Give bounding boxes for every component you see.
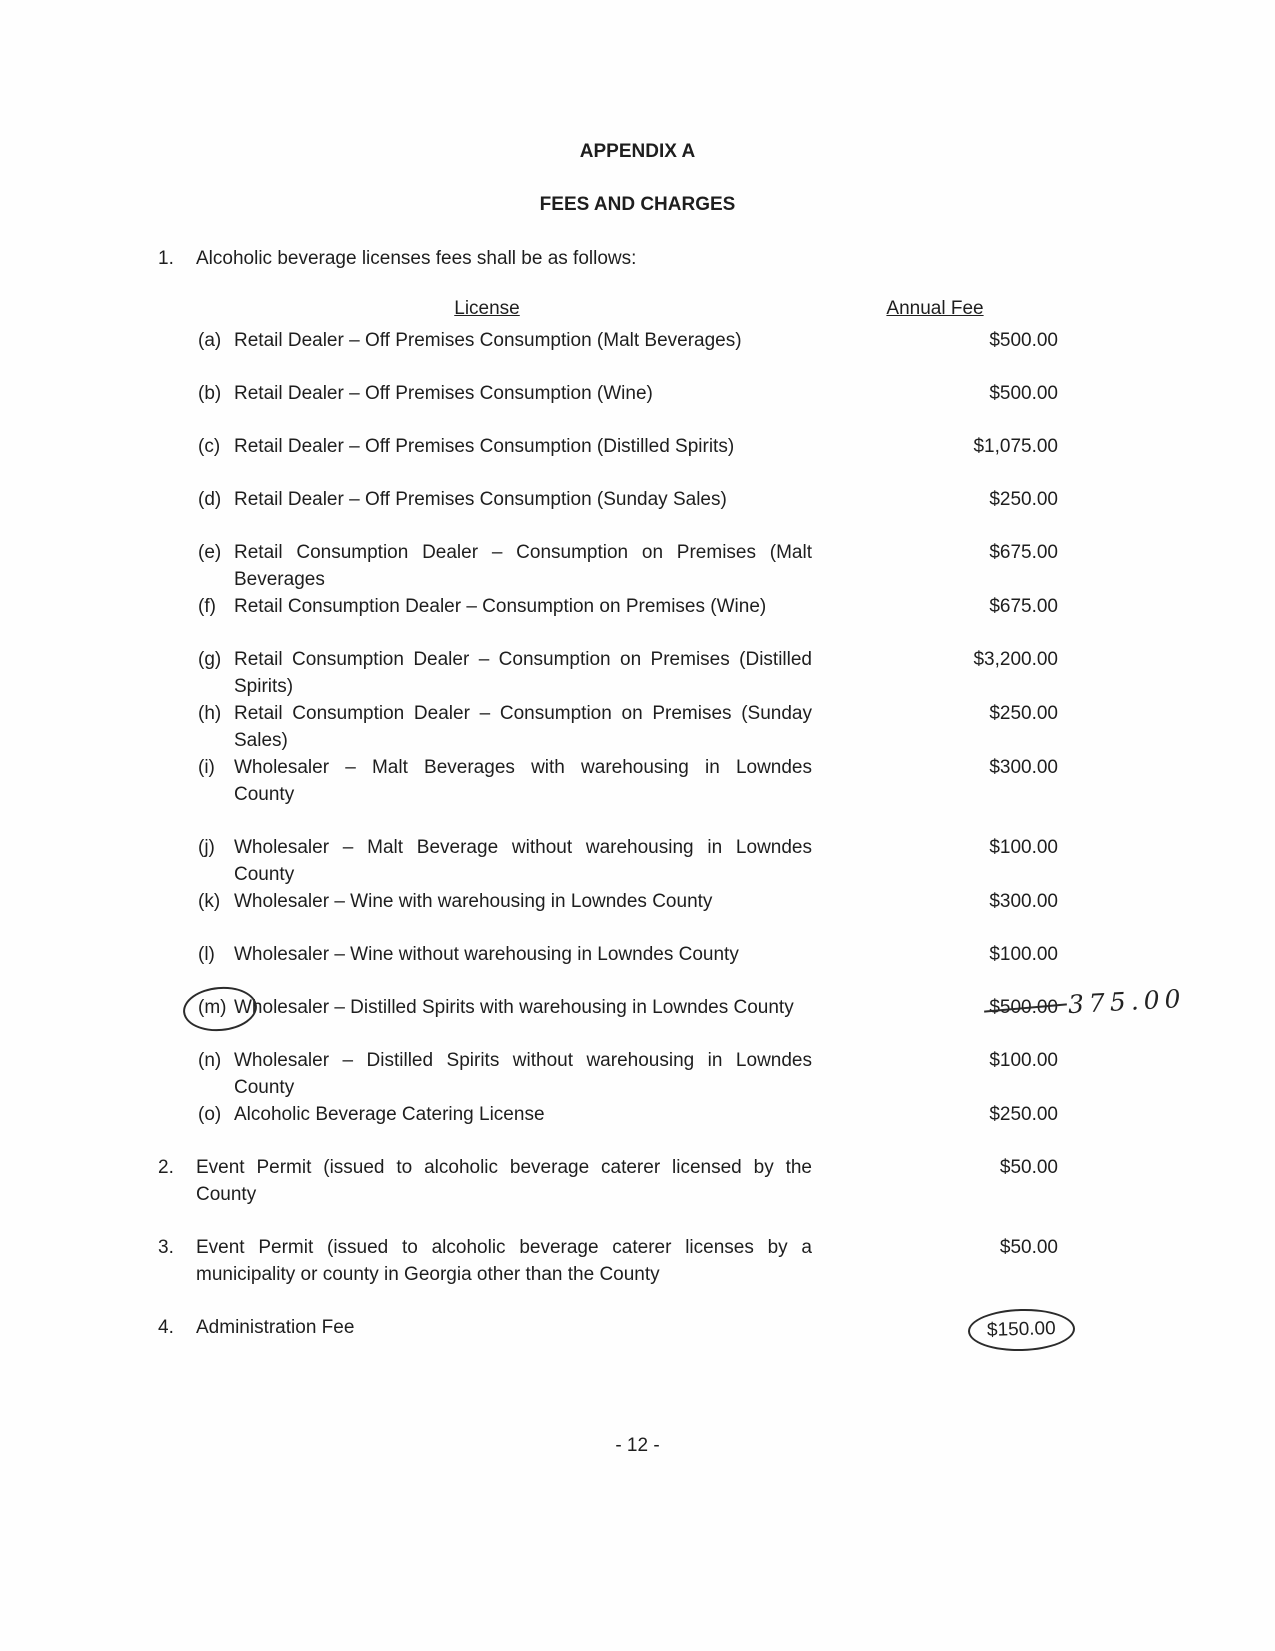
- item-text: [234, 327, 812, 354]
- other-fee-row: [158, 1234, 1275, 1288]
- item-fee: [812, 539, 1058, 593]
- item-fee-amount: $100.00: [989, 944, 1058, 965]
- item-fee-amount: $100.00: [989, 837, 1058, 858]
- fee-row: [198, 327, 1275, 354]
- item-text: [234, 539, 812, 593]
- item-text: [234, 646, 812, 700]
- item-text-line: Wholesaler – Malt Beverages with warehousing in Lowndes: [234, 757, 812, 778]
- item-label: (d): [198, 489, 222, 510]
- document-subtitle: FEES AND CHARGES: [539, 194, 736, 215]
- item-fee: [812, 646, 1058, 700]
- other-fee-row: [158, 1314, 1275, 1345]
- item-text-line: County: [234, 1077, 295, 1098]
- item-number: 2.: [158, 1157, 174, 1178]
- item-label: (o): [198, 1104, 222, 1125]
- item-text-line: Sales): [234, 730, 288, 751]
- fee-row: [198, 433, 1275, 460]
- item-fee-amount: $300.00: [989, 757, 1058, 778]
- fee-row: [198, 486, 1275, 513]
- item-label: (l): [198, 944, 215, 965]
- item-text-line: County: [234, 784, 295, 805]
- item-text-line: Wholesaler – Wine without warehousing in Lowndes County: [234, 944, 739, 965]
- item-text-line: Alcoholic Beverage Catering License: [234, 1104, 545, 1125]
- item-text-line: County: [234, 864, 295, 885]
- item-text-line: Beverages: [234, 569, 325, 590]
- fee-row: [198, 754, 1275, 808]
- item-fee: [812, 1047, 1058, 1101]
- item-fee-amount: $250.00: [989, 1104, 1058, 1125]
- item-label: (a): [198, 330, 222, 351]
- item-text-line: Event Permit (issued to alcoholic beverage caterer licenses by a: [196, 1237, 812, 1258]
- item-text: [234, 1047, 812, 1101]
- item-label: (n): [198, 1050, 222, 1071]
- item-fee-amount: $675.00: [989, 542, 1058, 563]
- item-text: [234, 754, 812, 808]
- item-fee: [812, 983, 1187, 1021]
- item-text-line: Retail Dealer – Off Premises Consumption (Sunday Sales): [234, 489, 727, 510]
- item-text: [234, 700, 812, 754]
- fee-row: [198, 941, 1275, 968]
- item-text: [196, 1234, 812, 1288]
- item-fee: [812, 1154, 1058, 1208]
- item-fee: [812, 1234, 1058, 1288]
- item-text: [234, 380, 812, 407]
- fee-row: [198, 700, 1275, 754]
- page-number: - 12 -: [615, 1435, 660, 1456]
- column-license: [198, 295, 812, 322]
- fee-row: [198, 834, 1275, 888]
- item-text: [234, 834, 812, 888]
- item-text: [234, 888, 812, 915]
- item-text-line: Wholesaler – Wine with warehousing in Lowndes County: [234, 891, 713, 912]
- item-number: 3.: [158, 1237, 174, 1258]
- section-1-intro: [158, 245, 1275, 272]
- item-fee-amount: $3,200.00: [973, 649, 1058, 670]
- item-fee-amount: $50.00: [999, 1237, 1058, 1258]
- item-label: (e): [198, 542, 222, 563]
- item-text-line: Wholesaler – Distilled Spirits with warehousing in Lowndes County: [234, 997, 794, 1018]
- item-fee: [812, 593, 1058, 620]
- item-label: (g): [198, 649, 222, 670]
- item-text-line: Administration Fee: [196, 1317, 355, 1338]
- item-text-line: Spirits): [234, 676, 294, 697]
- item-text-line: Wholesaler – Malt Beverage without warehousing in Lowndes: [234, 837, 812, 858]
- item-fee-amount: $100.00: [989, 1050, 1058, 1071]
- fee-row: [198, 983, 1275, 1021]
- handwritten-fee-correction: 375.00: [1067, 983, 1187, 1020]
- item-text-line: Retail Dealer – Off Premises Consumption (Distilled Spirits): [234, 436, 735, 457]
- other-fees-list: [0, 1154, 1275, 1345]
- column-annual-fee: [812, 295, 1058, 322]
- item-text: [234, 433, 812, 460]
- fees-list: [0, 327, 1275, 1128]
- item-fee-amount: $150.00: [968, 1308, 1076, 1353]
- fee-row: [198, 380, 1275, 407]
- item-label: (c): [198, 436, 221, 457]
- other-fee-row: [158, 1154, 1275, 1208]
- fee-row: [198, 888, 1275, 915]
- item-fee-amount: $50.00: [999, 1157, 1058, 1178]
- item-text-line: County: [196, 1184, 257, 1205]
- item-fee-amount: $500.00: [989, 383, 1058, 404]
- column-header-license: License: [454, 298, 520, 319]
- item-fee-amount: $500.00: [989, 330, 1058, 351]
- item-text: [234, 486, 812, 513]
- item-fee: [812, 834, 1058, 888]
- item-label: (m): [198, 994, 234, 1021]
- fee-row: [198, 1101, 1275, 1128]
- item-label: (j): [198, 837, 215, 858]
- item-fee-amount: $250.00: [989, 489, 1058, 510]
- item-text: [234, 593, 812, 620]
- item-fee: [812, 486, 1058, 513]
- item-text: [196, 1154, 812, 1208]
- fee-row: [198, 593, 1275, 620]
- item-fee: [812, 327, 1058, 354]
- item-fee: [812, 380, 1058, 407]
- column-header-annual-fee: Annual Fee: [886, 298, 984, 319]
- item-text-line: Retail Consumption Dealer – Consumption on Premises (Sunday: [234, 703, 812, 724]
- item-text-line: municipality or county in Georgia other than the County: [196, 1264, 660, 1285]
- item-text-line: Retail Consumption Dealer – Consumption on Premises (Malt: [234, 542, 812, 563]
- item-fee: [812, 433, 1058, 460]
- item-label: (b): [198, 383, 222, 404]
- item-fee: [812, 1314, 1058, 1345]
- item-fee-amount: $1,075.00: [973, 436, 1058, 457]
- section-1-number: 1.: [158, 248, 174, 269]
- item-label: (h): [198, 703, 222, 724]
- section-1-intro-text: Alcoholic beverage licenses fees shall be as follows:: [196, 248, 637, 269]
- item-fee: [812, 888, 1058, 915]
- item-fee-amount-struck: $500.00: [989, 994, 1058, 1021]
- item-label: (i): [198, 757, 215, 778]
- item-text-line: Retail Consumption Dealer – Consumption on Premises (Wine): [234, 596, 767, 617]
- item-fee: [812, 1101, 1058, 1128]
- item-label: (f): [198, 596, 216, 617]
- fee-row: [198, 539, 1275, 593]
- item-fee-amount: $250.00: [989, 703, 1058, 724]
- item-text-line: Wholesaler – Distilled Spirits without warehousing in Lowndes: [234, 1050, 812, 1071]
- table-header: [198, 295, 1275, 322]
- fee-row: [198, 1047, 1275, 1101]
- item-number: 4.: [158, 1317, 174, 1338]
- appendix-title: APPENDIX A: [579, 141, 696, 162]
- item-text-line: Retail Consumption Dealer – Consumption on Premises (Distilled: [234, 649, 812, 670]
- item-text: [196, 1314, 812, 1345]
- item-fee: [812, 941, 1058, 968]
- item-text: [234, 941, 812, 968]
- item-fee-amount: $675.00: [989, 596, 1058, 617]
- item-text: [234, 994, 812, 1021]
- item-label: (k): [198, 891, 221, 912]
- item-fee: [812, 754, 1058, 808]
- item-fee-amount: $300.00: [989, 891, 1058, 912]
- item-text-line: Retail Dealer – Off Premises Consumption (Malt Beverages): [234, 330, 742, 351]
- item-fee: [812, 700, 1058, 754]
- item-text-line: Retail Dealer – Off Premises Consumption (Wine): [234, 383, 653, 404]
- item-text-line: Event Permit (issued to alcoholic beverage caterer licensed by the: [196, 1157, 812, 1178]
- item-text: [234, 1101, 812, 1128]
- fee-row: [198, 646, 1275, 700]
